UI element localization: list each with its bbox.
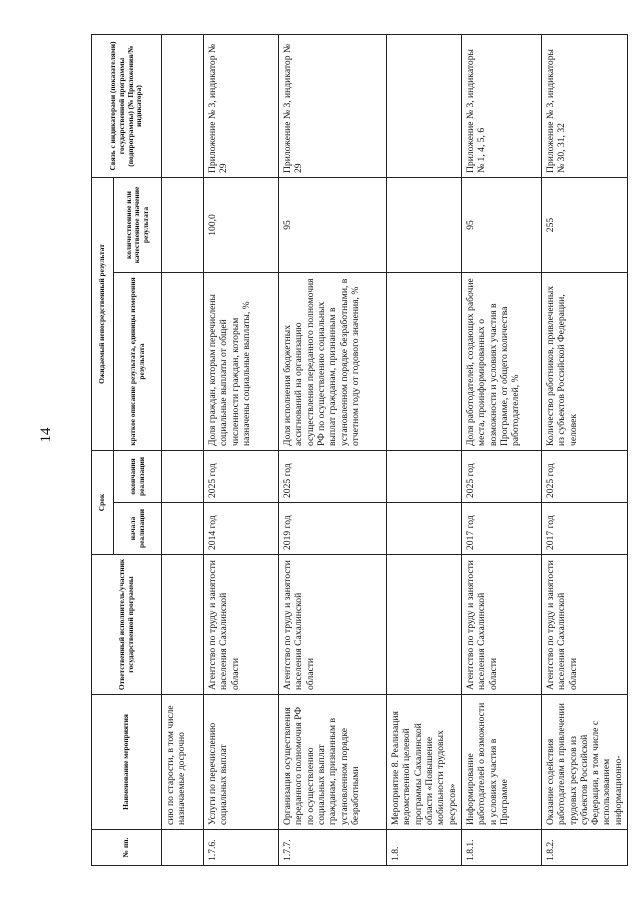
cell-event-name: сию по старости, в том числе назначаемые досрочно xyxy=(162,695,204,830)
cell-result-value xyxy=(162,178,204,273)
table-viewport xyxy=(91,35,624,866)
cell-responsible: Агентство по труду и занятости населения Сахалинской области xyxy=(279,555,387,695)
cell-link xyxy=(162,35,204,178)
cell-no: 1.8. xyxy=(387,830,462,866)
cell-end: 2025 год xyxy=(541,451,627,503)
header-term: Срок xyxy=(92,451,114,555)
table-row xyxy=(541,35,627,866)
cell-link xyxy=(387,35,462,178)
cell-result-desc xyxy=(387,273,462,451)
table-row xyxy=(387,35,462,866)
table-row xyxy=(461,35,541,866)
cell-result-value: 95 xyxy=(461,178,541,273)
header-result-value: количественное или качественное значение результата xyxy=(114,178,162,273)
cell-end: 2025 год xyxy=(461,451,541,503)
header-event-name: Наименование мероприятия xyxy=(92,695,162,830)
page-number: 14 xyxy=(38,427,54,443)
cell-start: 2014 год xyxy=(204,503,279,555)
header-expected-result: Ожидаемый непосредственный результат xyxy=(92,178,114,451)
header-responsible: Ответственный исполнитель/участник государственной программы xyxy=(92,555,162,695)
cell-result-desc: Доля граждан, которым перечислены социальные выплаты от общей численности граждан, которым назначены социальные выплаты, % xyxy=(204,273,279,451)
cell-end xyxy=(387,451,462,503)
header-result-desc: краткое описание результата, единицы измерения результата xyxy=(114,273,162,451)
cell-no: 1.7.6. xyxy=(204,830,279,866)
cell-event-name: Мероприятие 8. Реализация ведомственной целевой программы Сахалинской области «Повышение мобильности трудовых ресурсов» xyxy=(387,695,462,830)
cell-responsible: Агентство по труду и занятости населения Сахалинской области xyxy=(204,555,279,695)
cell-result-desc: Доля исполнения бюджетных ассигнований на организацию осуществления переданного полномочия РФ по осуществлению социальных выплат гражданам, признанным в установленном порядке безработными, в отчетном году от годового значения, % xyxy=(279,273,387,451)
cell-event-name: Оказание содействия работодателям в привлечении трудовых ресурсов из субъектов Российской Федерации, в том числе с использованием информационно- xyxy=(541,695,627,830)
cell-event-name: Информирование работодателей о возможности и условиях участия в Программе xyxy=(461,695,541,830)
cell-link: Приложение № 3, индикаторы № 30, 31, 32 xyxy=(541,35,627,178)
table-row xyxy=(162,35,204,866)
events-table xyxy=(91,34,628,866)
cell-end: 2025 год xyxy=(204,451,279,503)
cell-result-value: 95 xyxy=(279,178,387,273)
cell-responsible: Агентство по труду и занятости населения Сахалинской области xyxy=(541,555,627,695)
header-row-1 xyxy=(92,35,114,866)
cell-event-name: Организация осуществления переданного полномочия РФ по осуществлению социальных выплат гражданам, признанным в установленном порядке безработными xyxy=(279,695,387,830)
cell-result-desc: Доля работодателей, создающих рабочие места, проинформированных о возможности и условиях участия в Программе, от общего количества работодателей, % xyxy=(461,273,541,451)
cell-responsible xyxy=(162,555,204,695)
header-term-start: начала реализации xyxy=(114,503,162,555)
cell-result-value: 255 xyxy=(541,178,627,273)
header-no: № пп. xyxy=(92,830,162,866)
table-row xyxy=(279,35,387,866)
cell-result-desc xyxy=(162,273,204,451)
cell-link: Приложение № 3, индикатор № 29 xyxy=(279,35,387,178)
cell-no: 1.8.1. xyxy=(461,830,541,866)
cell-no: 1.7.7. xyxy=(279,830,387,866)
cell-link: Приложение № 3, индикатор № 29 xyxy=(204,35,279,178)
cell-link: Приложение № 3, индикаторы № 1, 4, 5, 6 xyxy=(461,35,541,178)
cell-event-name: Услуги по перечислению социальных выплат xyxy=(204,695,279,830)
cell-start xyxy=(387,503,462,555)
header-term-end: окончания реализации xyxy=(114,451,162,503)
rotated-table-container xyxy=(91,35,624,866)
cell-result-desc: Количество работников, привлеченных из субъектов Российской Федерации, человек xyxy=(541,273,627,451)
header-link: Связь с индикаторами (показателями) государственной программы (подпрограммы) (№ Приложения/№ индикатора) xyxy=(92,35,162,178)
cell-start: 2017 год xyxy=(461,503,541,555)
cell-start: 2017 год xyxy=(541,503,627,555)
cell-no xyxy=(162,830,204,866)
table-row xyxy=(204,35,279,866)
cell-no: 1.8.2. xyxy=(541,830,627,866)
cell-end xyxy=(162,451,204,503)
cell-end: 2025 год xyxy=(279,451,387,503)
cell-responsible: Агентство по труду и занятости населения Сахалинской области xyxy=(461,555,541,695)
cell-responsible xyxy=(387,555,462,695)
cell-result-value: 100,0 xyxy=(204,178,279,273)
cell-start: 2019 год xyxy=(279,503,387,555)
cell-result-value xyxy=(387,178,462,273)
cell-start xyxy=(162,503,204,555)
